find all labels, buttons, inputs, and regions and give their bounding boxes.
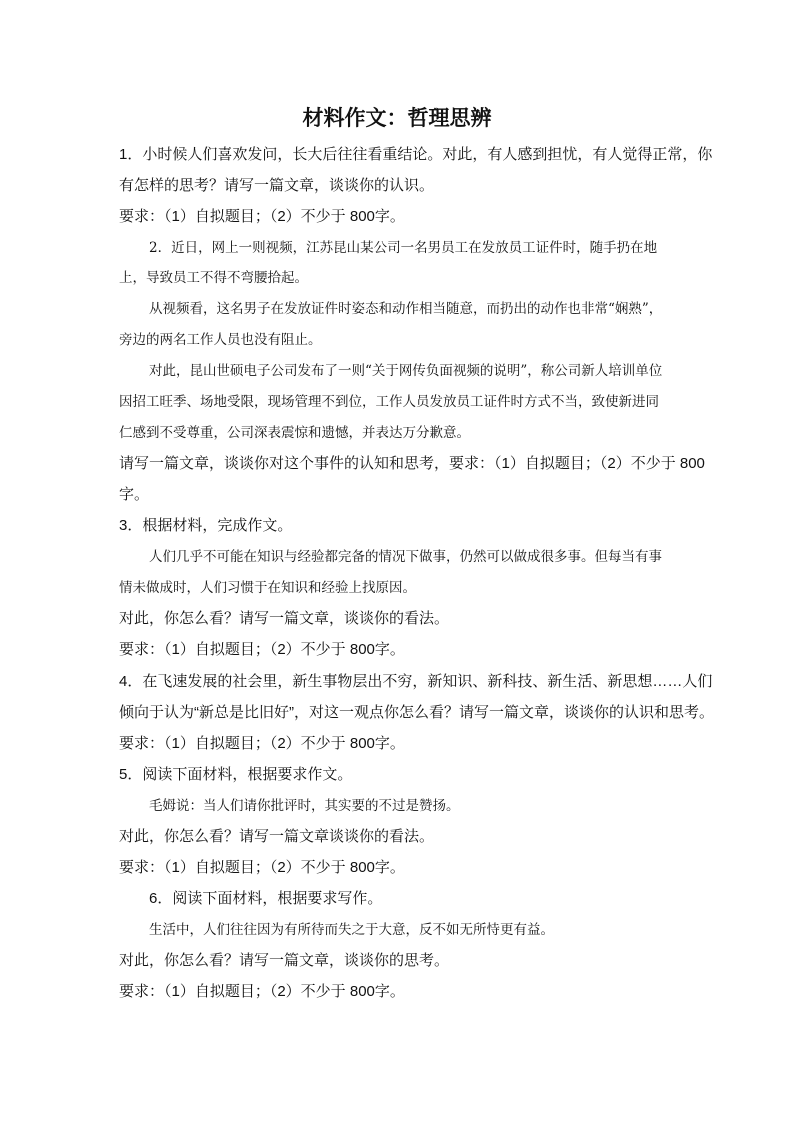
q2-line-3: 从视频看，这名男子在发放证件时姿态和动作相当随意，而扔出的动作也非常“娴熟”， [149,301,663,317]
q5-heading: 5．阅读下面材料，根据要求作文。 [119,766,353,783]
q6-prompt: 对此，你怎么看？请写一篇文章，谈谈你的思考。 [119,952,450,969]
q1-line-1: 1．小时候人们喜欢发问，长大后往往看重结论。对此，有人感到担忧，有人觉得正常，你 [119,146,713,163]
q2-line-1: 2．近日，网上一则视频，江苏昆山某公司一名男员工在发放员工证件时，随手扔在地 [149,240,658,256]
q6-requirement: 要求：（1）自拟题目；（2）不少于 800字。 [119,983,405,1000]
q2-line-2: 上，导致员工不得不弯腰拾起。 [119,270,308,286]
q6-material: 生活中，人们往往因为有所待而失之于大意，反不如无所恃更有益。 [149,922,554,938]
q5-material: 毛姆说：当人们请你批评时，其实要的不过是赞扬。 [149,798,460,814]
q1-requirement: 要求：（1）自拟题目；（2）不少于 800字。 [119,208,405,225]
q3-material-line-2: 情未做成时，人们习惯于在知识和经验上找原因。 [119,580,416,596]
q3-heading: 3．根据材料，完成作文。 [119,517,293,534]
q1-line-2: 有怎样的思考？请写一篇文章，谈谈你的认识。 [119,177,435,194]
q2-line-4: 旁边的两名工作人员也没有阻止。 [119,332,322,348]
q2-line-6: 因招工旺季、场地受限，现场管理不到位，工作人员发放员工证件时方式不当，致使新进同 [119,394,659,410]
q4-requirement: 要求：（1）自拟题目；（2）不少于 800字。 [119,735,405,752]
q5-prompt: 对此，你怎么看？请写一篇文章谈谈你的看法。 [119,828,435,845]
page-title: 材料作文：哲理思辨 [302,105,492,130]
q6-heading: 6．阅读下面材料，根据要求写作。 [149,890,383,907]
q2-requirement-line-2: 字。 [119,486,150,503]
q3-material-line-1: 人们几乎不可能在知识与经验都完备的情况下做事，仍然可以做成很多事。但每当有事 [149,549,662,565]
q2-requirement-line-1: 请写一篇文章，谈谈你对这个事件的认知和思考，要求：（1）自拟题目；（2）不少于 800 [119,455,705,472]
q3-prompt: 对此，你怎么看？请写一篇文章，谈谈你的看法。 [119,610,450,627]
q4-line-1: 4．在飞速发展的社会里，新生事物层出不穷，新知识、新科技、新生活、新思想……人们 [119,673,713,690]
q2-line-5: 对此，昆山世硕电子公司发布了一则“关于网传负面视频的说明”，称公司新人培训单位 [149,363,663,379]
q2-line-7: 仁感到不受尊重，公司深表震惊和遗憾，并表达万分歉意。 [119,425,470,441]
q5-requirement: 要求：（1）自拟题目；（2）不少于 800字。 [119,859,405,876]
q3-requirement: 要求：（1）自拟题目；（2）不少于 800字。 [119,641,405,658]
q4-line-2: 倾向于认为“新总是比旧好”，对这一观点你怎么看？请写一篇文章，谈谈你的认识和思考。 [119,704,714,721]
